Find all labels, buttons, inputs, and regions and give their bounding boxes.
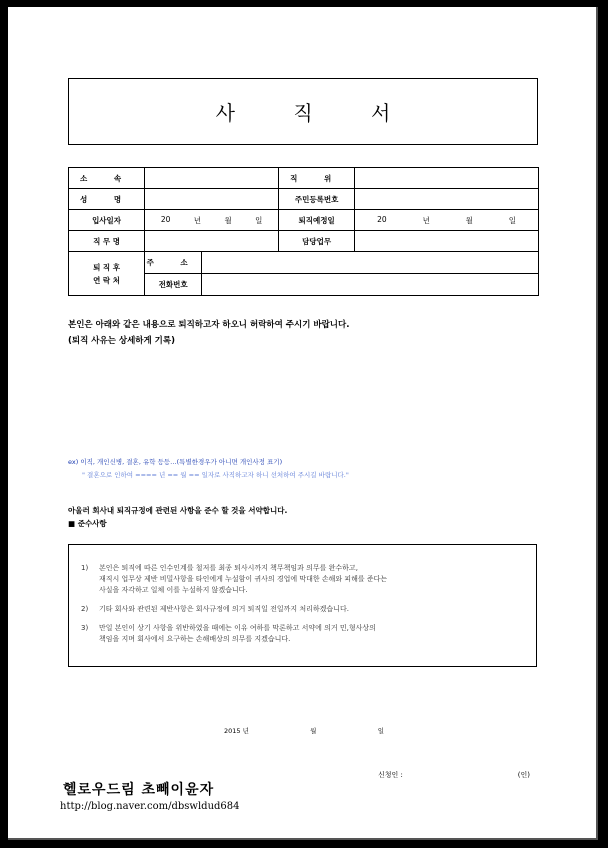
phone-label: 전화번호 xyxy=(145,274,202,295)
affiliation-value[interactable] xyxy=(145,168,279,189)
position-label: 직 위 xyxy=(279,168,355,189)
title-box xyxy=(68,78,538,145)
document-title: 사 직 서 xyxy=(215,101,417,125)
hire-date-year-unit: 년 xyxy=(193,215,202,225)
rule-3-line1: 만일 본인이 상기 사항을 위반하였을 때에는 이유 여하를 막론하고 서약에 의거 민,형사상의 xyxy=(99,624,376,632)
applicant-seal: (인) xyxy=(517,771,530,779)
document-page xyxy=(8,7,598,840)
address-value[interactable] xyxy=(202,252,538,273)
pledge xyxy=(68,504,287,530)
resign-date-month-unit: 월 xyxy=(465,215,473,225)
statement xyxy=(68,317,349,349)
resident-id-label: 주민등록번호 xyxy=(279,189,355,210)
position-value[interactable] xyxy=(355,168,539,189)
pledge-line1: 아울러 회사내 퇴직규정에 관련된 사항을 준수 할 것을 서약합니다. xyxy=(68,506,288,515)
reason-example xyxy=(68,456,349,482)
rule-3 xyxy=(81,623,520,645)
contact-label xyxy=(69,252,145,296)
rule-1-line3: 사실을 자각하고 일체 이를 누설하지 않겠습니다. xyxy=(99,586,248,594)
phone-row xyxy=(145,274,539,296)
phone-value[interactable] xyxy=(202,274,538,295)
watermark-name: 헬로우드림 초빼이윤자 xyxy=(63,782,215,798)
rule-2-line1: 기타 회사와 관련된 제반사항은 회사규정에 의거 퇴직일 전일까지 처리하겠습니다. xyxy=(99,605,349,613)
applicant-signature xyxy=(378,770,530,780)
job-type-value[interactable] xyxy=(145,231,279,252)
hire-date-month-unit: 월 xyxy=(224,215,232,225)
resign-date-year-prefix: 20 xyxy=(377,214,387,224)
resign-date-year-unit: 년 xyxy=(422,215,430,225)
resign-date-label: 퇴직예정일 xyxy=(279,210,355,231)
hire-date-year-prefix: 20 xyxy=(160,214,171,224)
submission-date xyxy=(224,726,384,735)
date-day: 일 xyxy=(377,727,384,735)
hire-date-label: 입사일자 xyxy=(69,210,145,231)
job-type-label: 직 무 명 xyxy=(69,231,145,252)
compliance-rules-box xyxy=(68,544,537,667)
rule-1-line2: 재직시 업무상 제반 비밀사항을 타인에게 누설함이 귀사의 경업에 막대한 손해와 피해를 준다는 xyxy=(99,575,388,583)
date-year: 2015 년 xyxy=(224,727,249,735)
resign-date-day-unit: 일 xyxy=(508,215,517,225)
statement-line2: (퇴직 사유는 상세하게 기록) xyxy=(68,336,175,346)
duty-label: 담당업무 xyxy=(279,231,355,252)
rule-3-line2: 책임을 지며 회사에서 요구하는 손해배상의 의무를 지겠습니다. xyxy=(99,635,291,643)
name-value[interactable] xyxy=(145,189,279,210)
applicant-label: 신청인 : xyxy=(378,771,403,779)
name-label: 성 명 xyxy=(69,189,145,210)
watermark-url: http://blog.naver.com/dbswldud684 xyxy=(60,801,240,812)
rule-2 xyxy=(81,604,520,615)
rule-1 xyxy=(81,563,520,596)
employee-info-table xyxy=(68,167,539,296)
compliance-heading: ■ 준수사항 xyxy=(68,519,107,528)
date-month: 월 xyxy=(310,727,317,735)
example-line1: ex) 이직, 개인신병, 결혼, 유학 등등…(특별한경우가 아니면 개인사정 표기) xyxy=(68,458,283,466)
statement-line1: 본인은 아래와 같은 내용으로 퇴직하고자 하오니 허락하여 주시기 바랍니다. xyxy=(68,320,350,330)
example-line2: " 결혼으로 인하여 ==== 년 == 월 == 일자로 사직하고자 하니 선처하여 주시길 바랍니다." xyxy=(82,471,349,479)
hire-date-day-unit: 일 xyxy=(255,215,263,225)
address-label: 주 소 xyxy=(145,252,202,273)
rule-2-num: 2) xyxy=(81,605,89,613)
contact-label-line1: 퇴 직 후 xyxy=(93,262,121,272)
contact-label-line2: 연 락 처 xyxy=(93,275,121,285)
address-row xyxy=(145,252,539,274)
hire-date-value[interactable] xyxy=(145,210,279,231)
affiliation-label: 소 속 xyxy=(69,168,145,189)
rule-3-num: 3) xyxy=(81,624,89,632)
resign-date-value[interactable] xyxy=(355,210,539,231)
rule-1-num: 1) xyxy=(81,564,89,572)
rule-1-line1: 본인은 퇴직에 따른 인수인계를 철저를 최종 퇴사시까지 책무책임과 의무를 완수하고, xyxy=(99,564,358,572)
resident-id-value[interactable] xyxy=(355,189,539,210)
duty-value[interactable] xyxy=(355,231,539,252)
